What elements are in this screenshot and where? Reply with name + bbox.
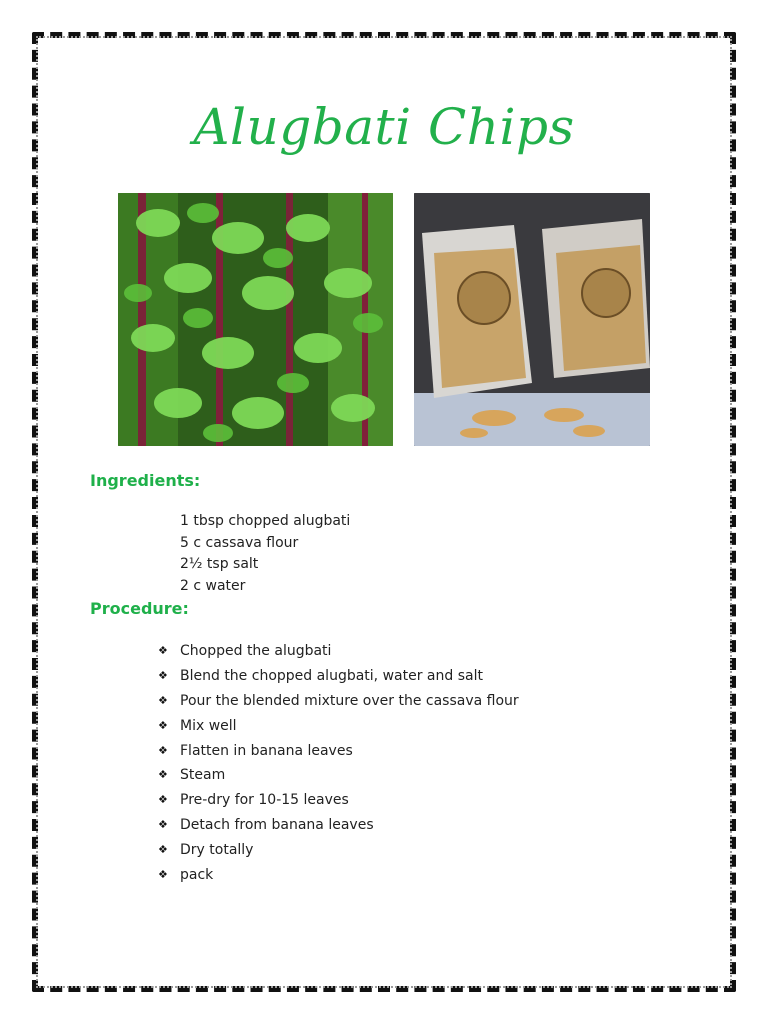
diamond-bullet-icon: ❖	[158, 843, 168, 857]
procedure-step	[158, 813, 519, 838]
procedure-step-text: Chopped the alugbati	[180, 643, 332, 659]
procedure-step	[158, 763, 519, 788]
procedure-step-text: Blend the chopped alugbati, water and salt	[180, 667, 483, 684]
ingredient-item: 2 c water	[180, 577, 246, 594]
diamond-bullet-icon: ❖	[158, 868, 168, 882]
ingredient-item: 1 tbsp chopped alugbati	[180, 513, 351, 529]
alugbati-vine-image	[118, 193, 393, 446]
procedure-step-text: pack	[180, 867, 214, 884]
procedure-step	[158, 714, 519, 739]
diamond-bullet-icon: ❖	[158, 818, 168, 832]
diamond-bullet-icon: ❖	[158, 668, 168, 682]
diamond-bullet-icon: ❖	[158, 693, 168, 707]
procedure-step	[158, 639, 519, 664]
procedure-step	[158, 838, 519, 863]
procedure-step-text: Pre-dry for 10-15 leaves	[180, 792, 349, 809]
procedure-heading: Procedure:	[90, 599, 189, 618]
procedure-step	[158, 863, 519, 888]
procedure-step-text: Detach from banana leaves	[180, 817, 374, 834]
procedure-step	[158, 664, 519, 689]
diamond-bullet-icon: ❖	[158, 768, 168, 782]
procedure-step	[158, 788, 519, 813]
diamond-bullet-icon: ❖	[158, 644, 168, 657]
diamond-bullet-icon: ❖	[158, 743, 168, 757]
procedure-step-text: Mix well	[180, 717, 237, 734]
procedure-step-text: Steam	[180, 767, 226, 784]
procedure-step	[158, 689, 519, 714]
packaged-chips-image	[414, 193, 650, 446]
ingredient-item: 5 c cassava flour	[180, 534, 299, 551]
ingredients-heading: Ingredients:	[90, 471, 201, 490]
alugbati-vine-photo	[118, 193, 393, 446]
diamond-bullet-icon: ❖	[158, 718, 168, 732]
ingredients-list	[180, 511, 350, 597]
procedure-step-text: Pour the blended mixture over the cassava flour	[180, 692, 519, 709]
procedure-step	[158, 739, 519, 764]
recipe-title: Alugbati Chips	[193, 98, 575, 156]
procedure-list	[158, 639, 519, 888]
procedure-step-text: Flatten in banana leaves	[180, 742, 353, 759]
procedure-step-text: Dry totally	[180, 842, 254, 859]
packaged-chips-photo	[414, 193, 650, 446]
diamond-bullet-icon: ❖	[158, 793, 168, 807]
ingredient-item: 2½ tsp salt	[180, 556, 259, 573]
